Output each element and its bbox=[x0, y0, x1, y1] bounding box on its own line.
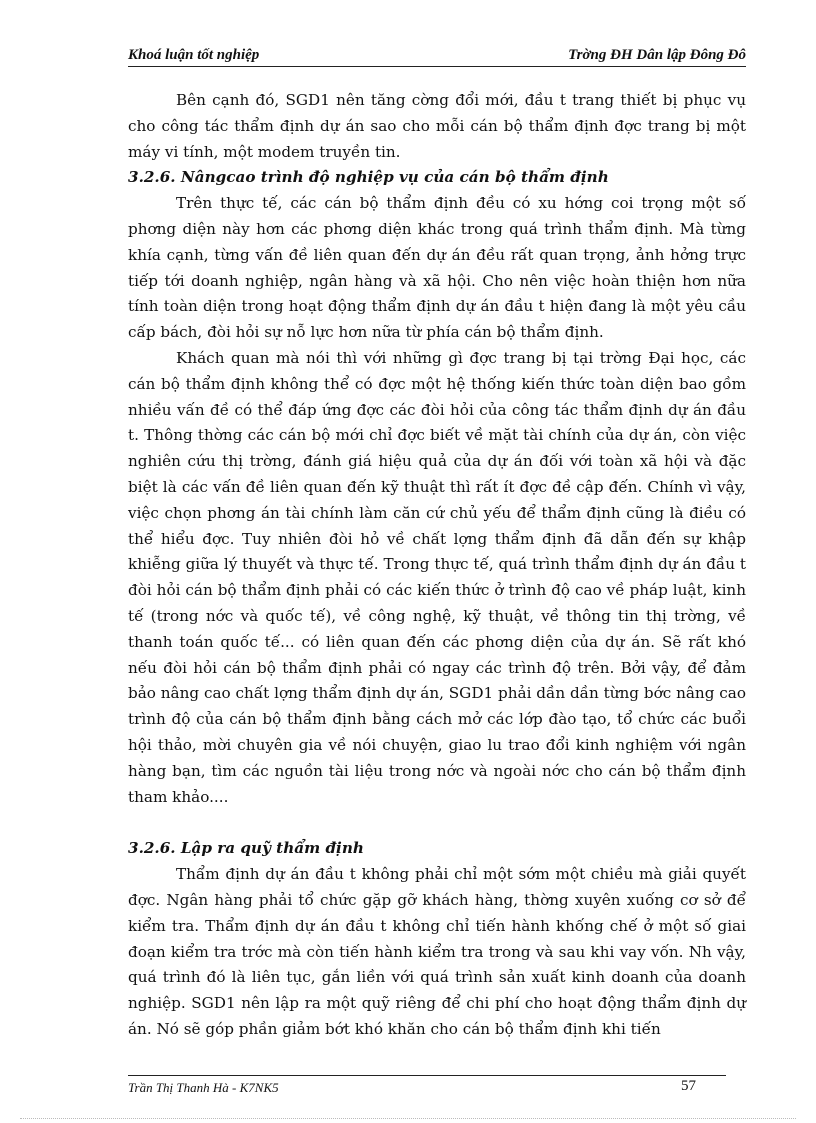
page-footer bbox=[128, 1075, 726, 1102]
section-heading: 3.2.6. Lập ra quỹ thẩm định bbox=[128, 839, 364, 858]
paragraph: Khách quan mà nói thì với những gì đợc trang bị tại trờng Đại học, các cán bộ thẩm định không thể có đợc một hệ thống kiến thức toàn diện bao gồm nhiều vấn đề có thể đáp ứng đợc các đòi hỏi của công tác thẩm định dự án đầu t. Thông thờng các cán bộ mới chỉ đợc biết về mặt tài chính của dự án, còn việc nghiên cứu thị trờng, đánh giá hiệu quả của dự án đối với toàn xã hội và đặc biệt là các vấn đề liên quan đến kỹ thuật thì rất ít đợc đề cập đến. Chính vì vậy, việc chọn phơng án tài chính làm căn cứ chủ yếu để thẩm định cũng là điều có thể hiểu đợc. Tuy nhiên đòi hỏ về chất lợng thẩm định đã dẫn đến sự khập khiễng giữa lý thuyết và thực tế. Trong thực tế, quá trình thẩm định dự án đầu t đòi hỏi cán bộ thẩm định phải có các kiến thức ở trình độ cao về pháp luật, kinh tế (trong nớc và quốc tế), về công nghệ, kỹ thuật, về thông tin thị trờng, về thanh toán quốc tế... có liên quan đến các phơng diện của dự án. Sẽ rất khó nếu đòi hỏi cán bộ thẩm định phải có ngay các trình độ trên. Bởi vậy, để đảm bảo nâng cao chất lợng thẩm định dự án, SGD1 phải dần dần từng bớc nâng cao trình độ của cán bộ thẩm định bằng cách mở các lớp đào tạo, tổ chức các buổi hội thảo, mời chuyên gia về nói chuyện, giao lu trao đổi kinh nghiệm với ngân hàng bạn, tìm các nguồn tài liệu trong nớc và ngoài nớc cho cán bộ thẩm định tham khảo.... bbox=[128, 348, 746, 806]
paragraph: Trên thực tế, các cán bộ thẩm định đều có xu hớng coi trọng một số phơng diện này hơn các phơng diện khác trong quá trình thẩm định. Mà từng khía cạnh, từng vấn đề liên quan đến dự án đều rất quan trọng, ảnh hởng trực tiếp tới doanh nghiệp, ngân hàng và xã hội. Cho nên việc hoàn thiện hơn nữa tính toàn diện trong hoạt động thẩm định dự án đầu t hiện đang là một yêu cầu cấp bách, đòi hỏi sự nỗ lực hơn nữa từ phía cán bộ thẩm định. bbox=[128, 194, 746, 342]
page-border-dotted bbox=[20, 1118, 796, 1119]
page-number: 57 bbox=[681, 1078, 696, 1094]
header-university: Trờng ĐH Dân lập Đông Đô bbox=[568, 47, 746, 63]
header-thesis-title: Khoá luận tốt nghiệp bbox=[128, 47, 260, 63]
paragraph: Bên cạnh đó, SGD1 nên tăng cờng đổi mới, đầu t trang thiết bị phục vụ cho công tác thẩm định dự án sao cho mỗi cán bộ thẩm định đợc trang bị một máy vi tính, một modem truyền tin. bbox=[128, 91, 746, 161]
page-header bbox=[128, 44, 746, 67]
paragraph: Thẩm định dự án đầu t không phải chỉ một sớm một chiều mà giải quyết đợc. Ngân hàng phải tổ chức gặp gỡ khách hàng, thờng xuyên xuống cơ sở để kiểm tra. Thẩm định dự án đầu t không chỉ tiến hành khống chế ở một số giai đoạn kiểm tra trớc mà còn tiến hành kiểm tra trong và sau khi vay vốn. Nh vậy, quá trình đó là liên tục, gắn liền với quá trình sản xuất kinh doanh của doanh nghiệp. SGD1 nên lập ra một quỹ riêng để chi phí cho hoạt động thẩm định dự án. Nó sẽ góp phần giảm bớt khó khăn cho cán bộ thẩm định khi tiến bbox=[128, 865, 746, 1038]
document-body bbox=[128, 88, 746, 1043]
section-heading: 3.2.6. Nângcao trình độ nghiệp vụ của cán bộ thẩm định bbox=[128, 168, 609, 187]
footer-author: Trần Thị Thanh Hà - K7NK5 bbox=[128, 1080, 279, 1095]
